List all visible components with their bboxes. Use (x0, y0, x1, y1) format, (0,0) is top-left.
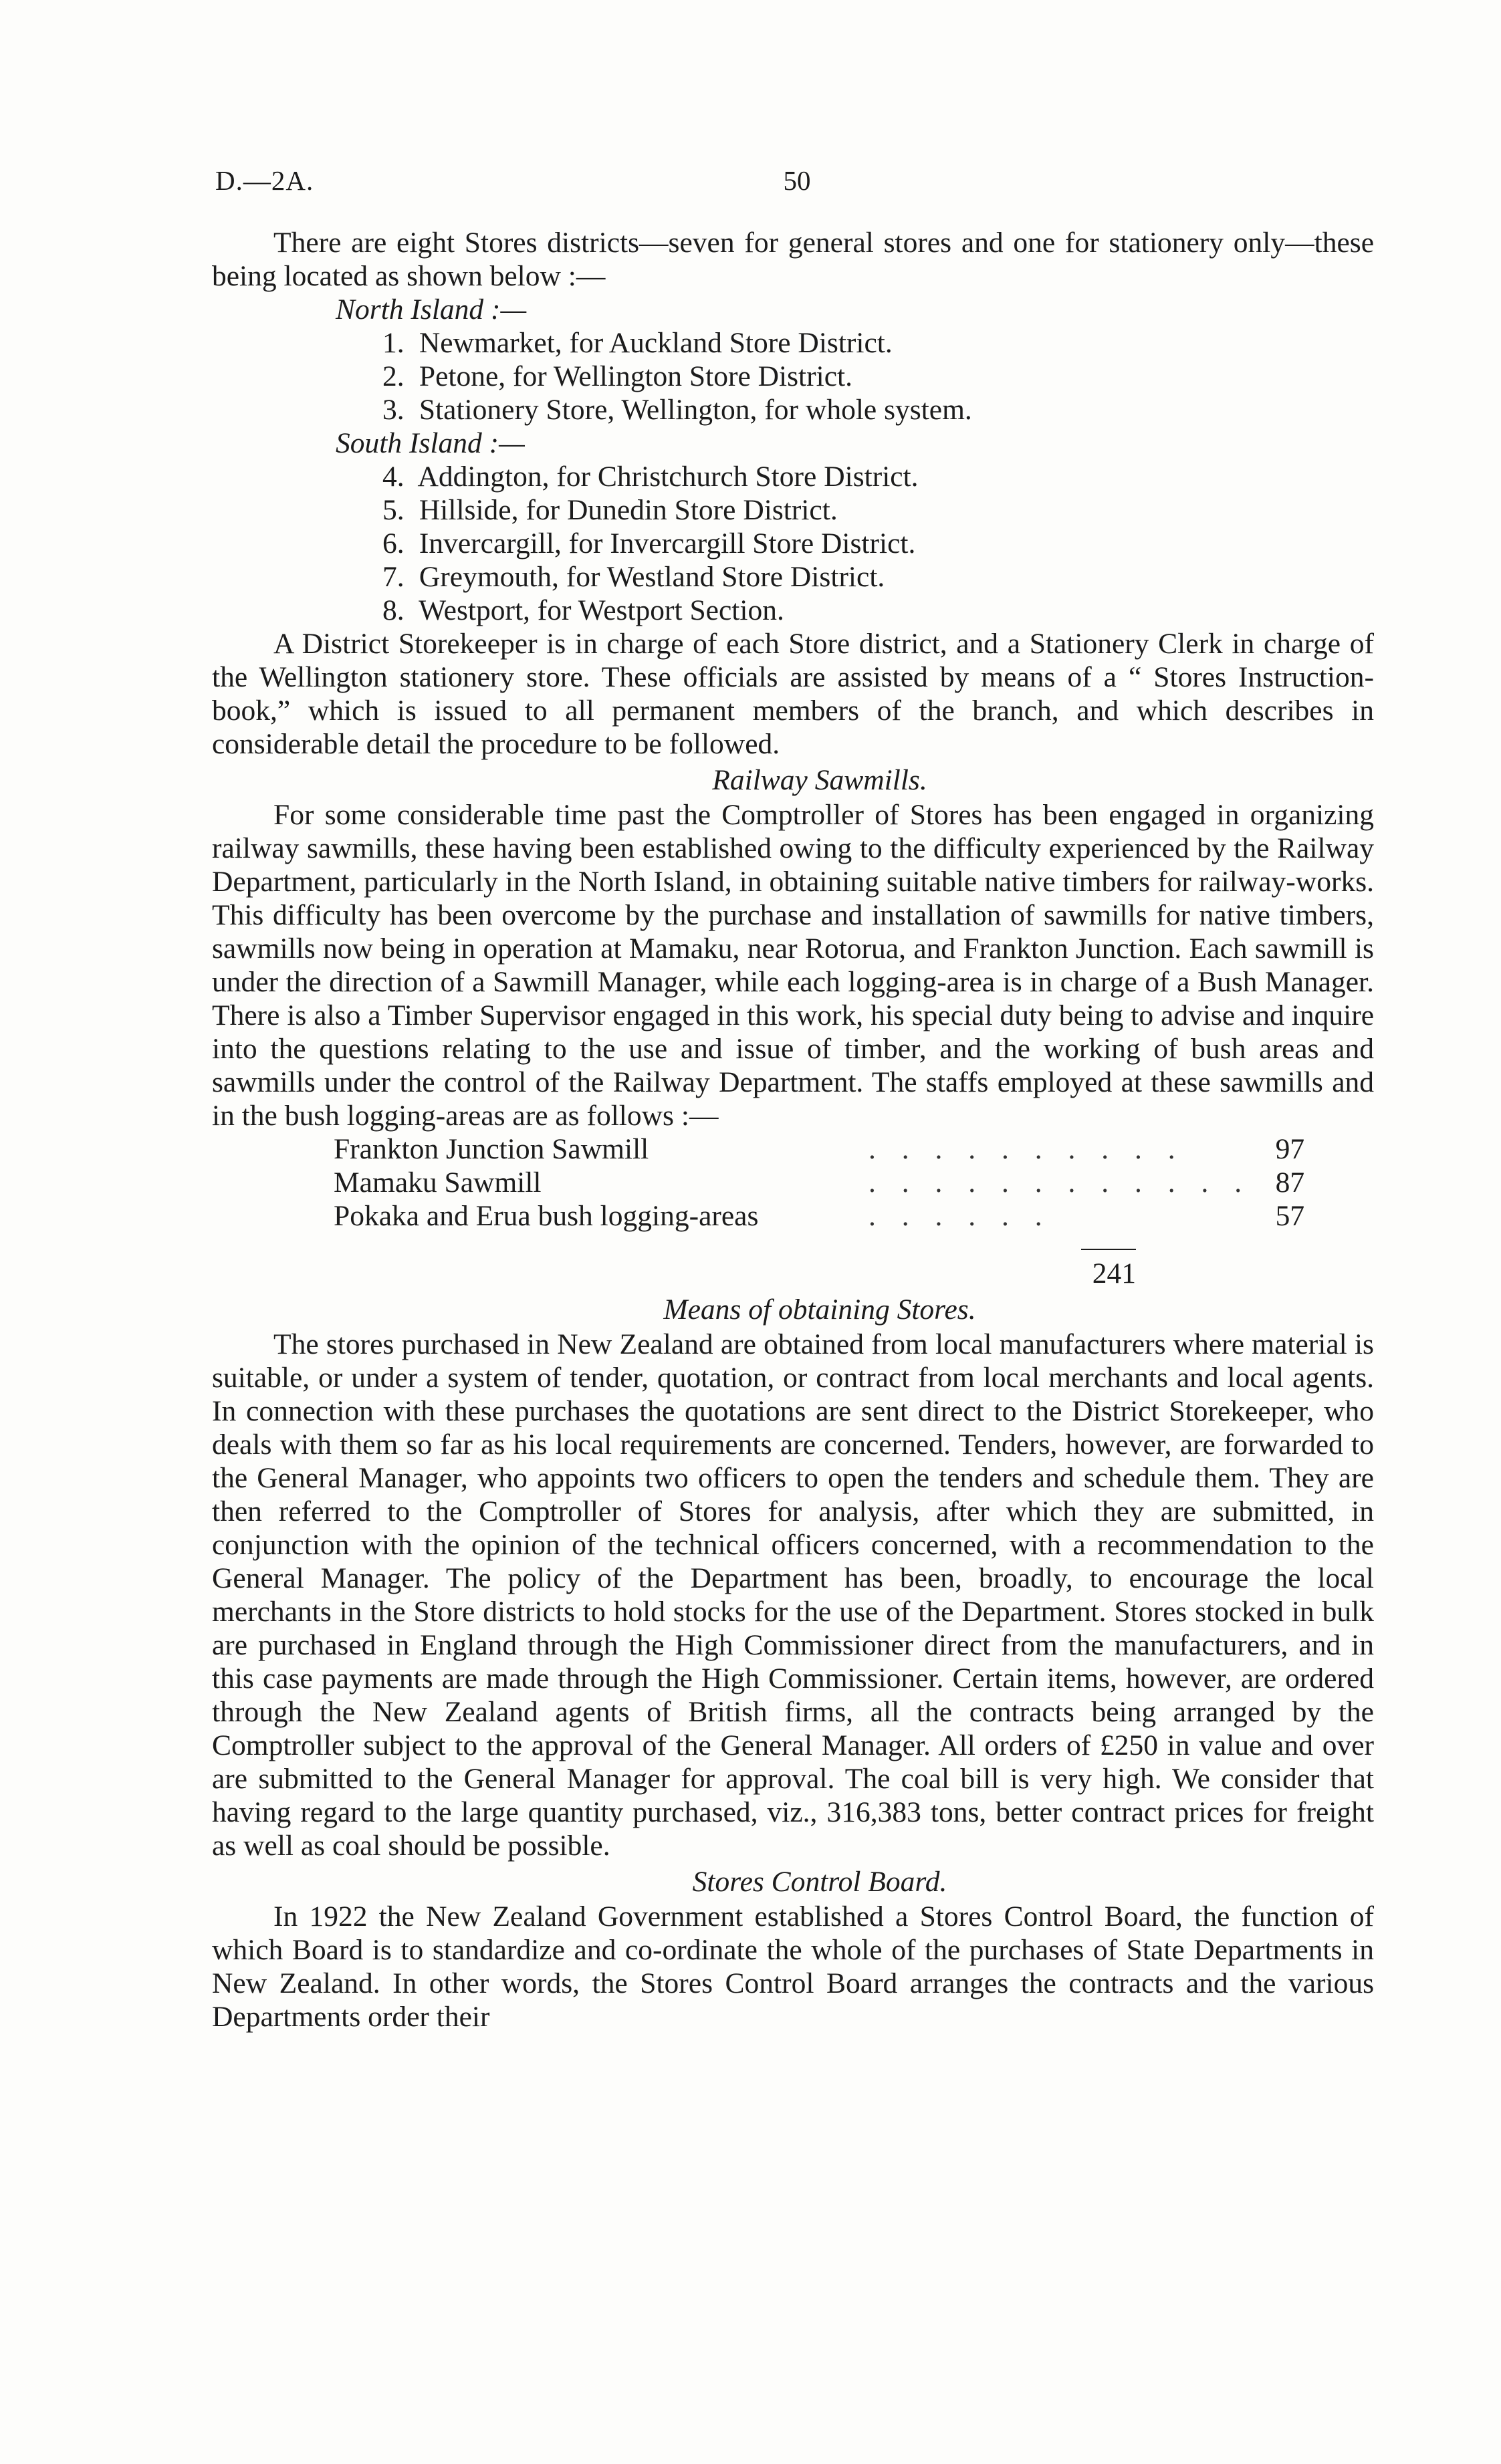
district-item (382, 493, 1374, 527)
staff-place: Mamaku Sawmill (334, 1166, 542, 1199)
page-header (215, 164, 1379, 205)
staff-place: Frankton Junction Sawmill (334, 1133, 649, 1165)
district-item (382, 594, 1374, 627)
sawmills-paragraph: For some considerable time past the Comptroller of Stores has been engaged in organizing railway sawmills, these having been established owing to the difficulty experienced by the Railway Department, particularly in the North Island, in obtaining suitable native timbers for railway-works. This difficulty has been overcome by the purchase and installation of sawmills for native timbers, sawmills now being in operation at Mamaku, near Rotorua, and Frankton Junction. Each sawmill is under the direction of a Sawmill Manager, while each logging-area is in charge of a Bush Manager. There is also a Timber Supervisor engaged in this work, his special duty being to advise and inquire into the questions relating to the use and issue of timber, and the working of bush areas and sawmills under the control of the Railway Department. The staffs employed at these sawmills and in the bush logging-areas are as follows :— (212, 799, 1374, 1132)
staff-count: 97 (1275, 1133, 1305, 1165)
sawmill-staff-table (334, 1132, 1304, 1233)
district-text: Addington, for Christchurch Store District. (417, 461, 919, 493)
district-item (382, 326, 1374, 360)
dot-leader: . . . . . . . . . . (869, 1133, 1185, 1165)
district-text: Westport, for Westport Section. (419, 594, 784, 626)
district-text: Hillside, for Dunedin Store District. (419, 494, 838, 526)
stores-control-board-heading: Stores Control Board. (692, 1866, 947, 1898)
railway-sawmills-heading: Railway Sawmills. (712, 764, 927, 796)
table-row (334, 1132, 1304, 1166)
district-text: Newmarket, for Auckland Store District. (419, 327, 893, 359)
staff-total: 241 (1081, 1249, 1136, 1290)
page-number: 50 (783, 165, 811, 196)
district-number: 4. (382, 461, 405, 493)
north-island-label: North Island :— (336, 293, 527, 326)
district-number: 8. (382, 594, 405, 626)
dot-leader: . . . . . . (869, 1200, 1052, 1232)
district-item (382, 560, 1374, 594)
page-body (212, 226, 1374, 2034)
staff-count: 57 (1275, 1200, 1305, 1232)
district-item (382, 360, 1374, 393)
district-item (382, 527, 1374, 560)
district-text: Stationery Store, Wellington, for whole system. (419, 394, 972, 426)
district-number: 2. (382, 360, 405, 392)
control-board-paragraph: In 1922 the New Zealand Government established a Stores Control Board, the function of which Board is to standardize and co-ordinate the whole of the purchases of State Departments in New Zealand. In other words, the Stores Control Board arranges the contracts and the various Departments order their (212, 1900, 1374, 2033)
district-item (382, 393, 1374, 426)
south-island-label: South Island :— (336, 427, 525, 459)
intro-paragraph: There are eight Stores districts—seven for general stores and one for stationery only—these being located as shown below :— (212, 227, 1374, 292)
table-row (334, 1166, 1304, 1199)
district-number: 3. (382, 394, 405, 426)
staff-place: Pokaka and Erua bush logging-areas (334, 1200, 759, 1232)
means-paragraph: The stores purchased in New Zealand are obtained from local manufacturers where material is suitable, or under a system of tender, quotation, or contract from local merchants and local agents. In connection with these purchases the quotations are sent direct to the District Storekeeper, who deals with them so far as his local requirements are concerned. Tenders, however, are forwarded to the General Manager, who appoints two officers to open the tenders and schedule them. They are then referred to the Comptroller of Stores for analysis, after which they are submitted, in conjunction with the opinion of the technical officers concerned, with a recommendation to the General Manager. The policy of the Department has been, broadly, to encourage the local merchants in the Store districts to hold stocks for the use of the Department. Stores stocked in bulk are purchased in England through the High Commissioner direct from the manufacturers, and in this case payments are made through the High Commissioner. Certain items, however, are ordered through the New Zealand agents of British firms, all the contracts being arranged by the Comptroller subject to the approval of the General Manager. All orders of £250 in value and over are submitted to the General Manager for approval. The coal bill is very high. We consider that having regard to the large quantity purchased, viz., 316,383 tons, better contract prices for freight as well as coal should be possible. (212, 1328, 1374, 1862)
district-number: 1. (382, 327, 405, 359)
district-text: Invercargill, for Invercargill Store District. (419, 527, 916, 560)
table-row (334, 1199, 1304, 1233)
staff-count: 87 (1275, 1166, 1305, 1199)
district-number: 5. (382, 494, 405, 526)
means-of-obtaining-stores-heading: Means of obtaining Stores. (663, 1293, 976, 1326)
dot-leader: . . . . . . . . . . . . (869, 1166, 1252, 1199)
district-item (382, 460, 1374, 493)
district-text: Greymouth, for Westland Store District. (419, 561, 885, 593)
document-reference: D.—2A. (215, 165, 314, 196)
storekeeper-paragraph: A District Storekeeper is in charge of each Store district, and a Stationery Clerk in charge of the Wellington stationery store. These officials are assisted by means of a “ Stores Instruction-book,” which is issued to all permanent members of the branch, and which describes in considerable detail the procedure to be followed. (212, 628, 1374, 760)
district-number: 6. (382, 527, 405, 560)
south-island-districts (212, 460, 1374, 627)
district-text: Petone, for Wellington Store District. (419, 360, 852, 392)
north-island-districts (212, 326, 1374, 426)
district-number: 7. (382, 561, 405, 593)
